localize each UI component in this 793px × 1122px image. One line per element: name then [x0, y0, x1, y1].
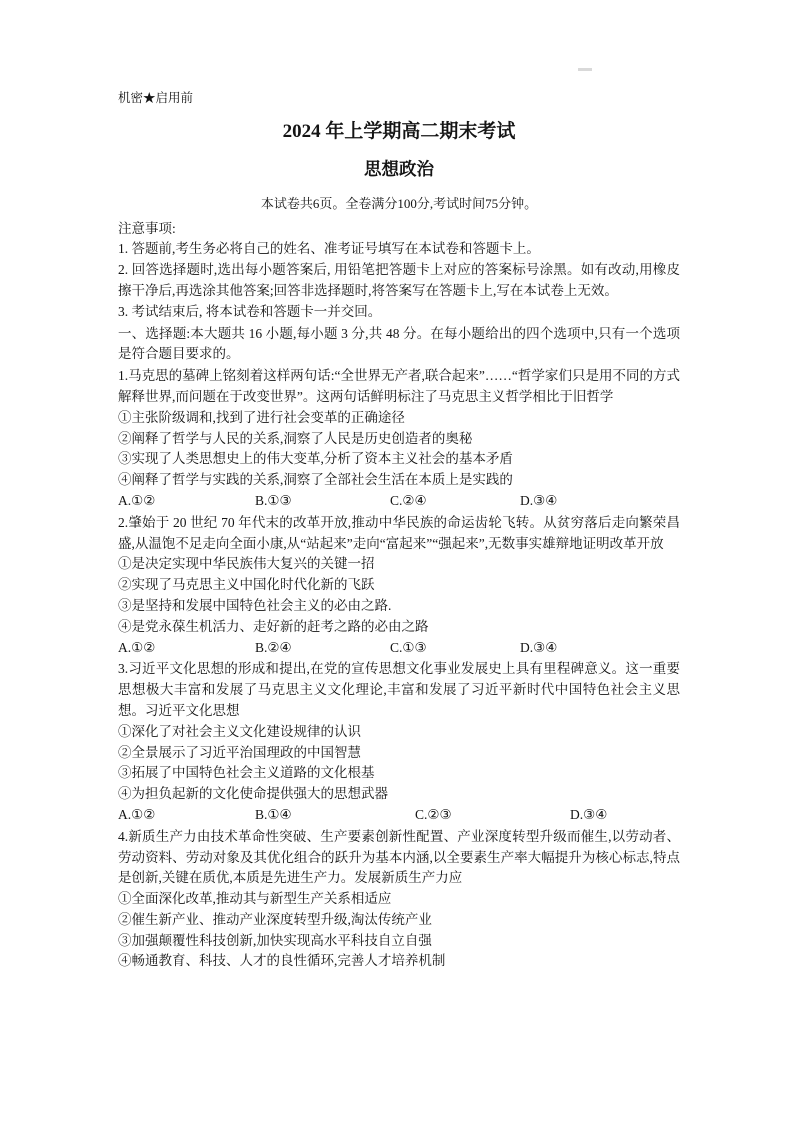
section-title: 一、选择题:本大题共 16 小题,每小题 3 分,共 48 分。在每小题给出的四个选项中,只有一个选项是符合题目要求的。 [118, 325, 680, 362]
question-statement: ②阐释了哲学与人民的关系,洞察了人民是历史创造者的奥秘 [118, 430, 473, 446]
answer-choices-row [118, 805, 680, 826]
question-statement: ②实现了马克思主义中国化时代化新的飞跃 [118, 577, 375, 593]
note-item-2: 2. 回答选择题时,选出每小题答案后, 用铅笔把答题卡上对应的答案标号涂黑。如有改动,用橡皮擦干净后,再选涂其他答案;回答非选择题时,将答案写在答题卡上,写在本试卷上无效。 [118, 262, 680, 298]
page-content [118, 88, 680, 972]
choice-d: D.③④ [520, 639, 558, 655]
question-statement: ③实现了人类思想史上的伟大变革,分析了资本主义社会的基本矛盾 [118, 451, 513, 467]
question-statement: ④畅通教育、科技、人才的良性循环,完善人才培养机制 [118, 953, 446, 969]
question-statement: ②催生新产业、推动产业深度转型升级,淘汰传统产业 [118, 911, 432, 927]
question-statement: ①是决定实现中华民族伟大复兴的关键一招 [118, 556, 375, 572]
choice-d: D.③④ [520, 492, 558, 508]
choice-a: A.①② [118, 806, 156, 822]
question-statement: ④阐释了哲学与实践的关系,洞察了全部社会生活在本质上是实践的 [118, 472, 513, 488]
confidential-label: 机密★启用前 [118, 91, 194, 105]
question-2 [118, 513, 680, 659]
answer-choices-row [118, 491, 680, 512]
choice-b: B.①④ [255, 806, 292, 822]
note-item-1: 1. 答题前,考生务必将自己的姓名、准考证号填写在本试卷和答题卡上。 [118, 241, 540, 257]
question-statement: ③拓展了中国特色社会主义道路的文化根基 [118, 765, 375, 781]
answer-choices-row [118, 638, 680, 659]
question-statement: ①全面深化改革,推动其与新型生产关系相适应 [118, 891, 392, 907]
question-3 [118, 659, 680, 825]
question-stem: 1.马克思的墓碑上铭刻着这样两句话:“全世界无产者,联合起来”……“哲学家们只是用不同的方式解释世界,而问题在于改变世界”。这两句话鲜明标注了马克思主义哲学相比于旧哲学 [118, 368, 680, 404]
question-statement: ③加强颠覆性科技创新,加快实现高水平科技自立自强 [118, 932, 432, 948]
notes-heading: 注意事项: [118, 220, 176, 236]
choice-d: D.③④ [570, 806, 608, 822]
question-statement: ③是坚持和发展中国特色社会主义的必由之路. [118, 597, 392, 613]
choice-a: A.①② [118, 492, 156, 508]
question-statement: ②全景展示了习近平治国理政的中国智慧 [118, 744, 361, 760]
choice-b: B.②④ [255, 639, 292, 655]
choice-c: C.②③ [415, 806, 452, 822]
exam-info-line: 本试卷共6页。全卷满分100分,考试时间75分钟。 [260, 195, 538, 211]
question-stem: 3.习近平文化思想的形成和提出,在党的宣传思想文化事业发展史上具有里程碑意义。这一重要思想极大丰富和发展了马克思主义文化理论,丰富和发展了习近平新时代中国特色社会主义思想。习近平文化思想 [118, 661, 680, 718]
choice-a: A.①② [118, 639, 156, 655]
note-item-3: 3. 考试结束后, 将本试卷和答题卡一并交回。 [118, 303, 382, 319]
choice-c: C.①③ [390, 639, 427, 655]
question-statement: ①深化了对社会主义文化建设规律的认识 [118, 723, 361, 739]
scan-artifact-mark [578, 68, 592, 71]
question-statement: ④为担负起新的文化使命提供强大的思想武器 [118, 786, 388, 802]
choice-b: B.①③ [255, 492, 292, 508]
exam-title: 2024 年上学期高二期末考试 [282, 120, 516, 142]
exam-subject: 思想政治 [364, 158, 434, 179]
choice-c: C.②④ [390, 492, 427, 508]
question-stem: 4.新质生产力由技术革命性突破、生产要素创新性配置、产业深度转型升级而催生,以劳动者、劳动资料、劳动对象及其优化组合的跃升为基本内涵,以全要素生产率大幅提升为核心标志,特点是创新,关键在质优,本质是先进生产力。发展新质生产力应 [118, 828, 680, 886]
question-1 [118, 366, 680, 512]
question-statement: ①主张阶级调和,找到了进行社会变革的正确途径 [118, 409, 405, 425]
question-stem: 2.肇始于 20 世纪 70 年代末的改革开放,推动中华民族的命运齿轮飞转。从贫穷落后走向繁荣昌盛,从温饱不足走向全面小康,从“站起来”走向“富起来”“强起来”,无数事实雄辩地证明改革开放 [118, 514, 680, 551]
question-4 [118, 827, 680, 973]
question-statement: ④是党永葆生机活力、走好新的赶考之路的必由之路 [118, 618, 429, 634]
